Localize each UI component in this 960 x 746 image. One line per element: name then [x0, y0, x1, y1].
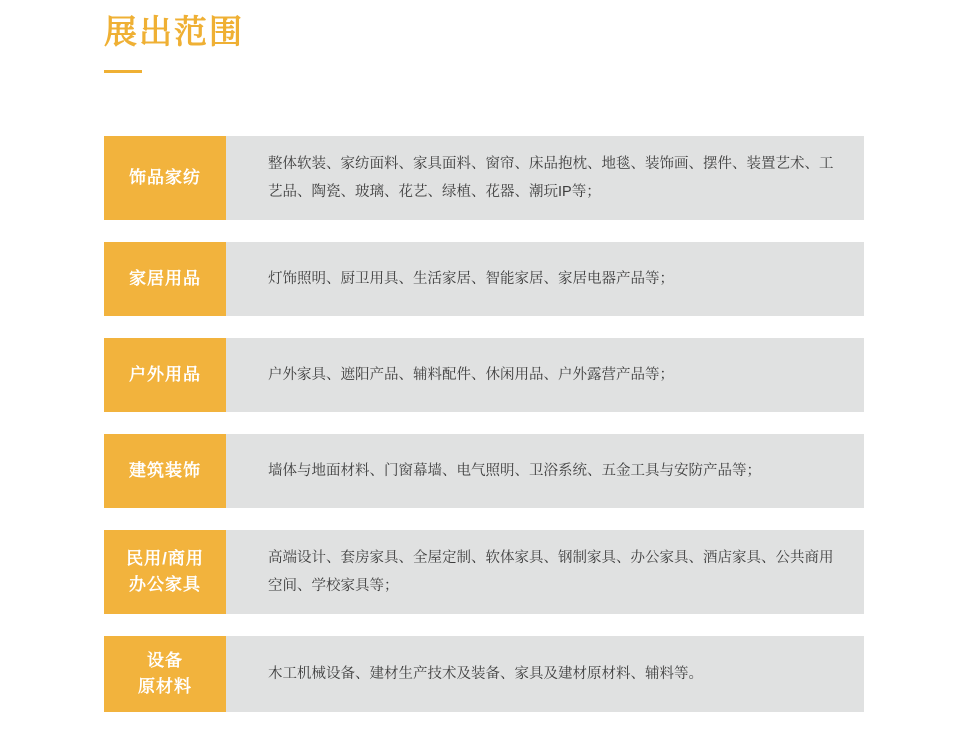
- category-label-line: 家居用品: [129, 269, 201, 288]
- category-body-outdoor-goods: [226, 338, 864, 412]
- list-item: [104, 636, 864, 712]
- category-label-architectural-decoration: [104, 434, 226, 508]
- category-label-line: 建筑装饰: [129, 461, 201, 480]
- category-body-household-goods: [226, 242, 864, 316]
- category-body-equipment-raw-materials: [226, 636, 864, 712]
- category-body-text: 墙体与地面材料、门窗幕墙、电气照明、卫浴系统、五金工具与安防产品等；: [268, 463, 761, 479]
- list-item: [104, 530, 864, 614]
- category-label-line: 民用/商用: [126, 549, 204, 568]
- page-header: [104, 10, 244, 73]
- category-label-line: 原材料: [138, 677, 192, 696]
- category-body-decoration-textile: [226, 136, 864, 220]
- category-label-line: 办公家具: [129, 575, 201, 594]
- category-label-civil-commercial-office-furniture: [104, 530, 226, 614]
- list-item: [104, 338, 864, 412]
- category-body-text: 户外家具、遮阳产品、辅料配件、休闲用品、户外露营产品等；: [268, 367, 674, 383]
- category-label-line: 设备: [147, 651, 183, 670]
- scope-category-list: [104, 136, 864, 712]
- category-body-text: 木工机械设备、建材生产技术及装备、家具及建材原材料、辅料等。: [268, 666, 703, 682]
- category-body-text: 高端设计、套房家具、全屋定制、软体家具、钢制家具、办公家具、酒店家具、公共商用空间、学校家具等；: [268, 550, 834, 594]
- category-label-decoration-textile: [104, 136, 226, 220]
- title-underline-rule: [104, 70, 142, 73]
- page-title: 展出范围: [104, 13, 244, 50]
- list-item: [104, 136, 864, 220]
- category-body-architectural-decoration: [226, 434, 864, 508]
- category-label-household-goods: [104, 242, 226, 316]
- category-label-outdoor-goods: [104, 338, 226, 412]
- category-body-text: 整体软装、家纺面料、家具面料、窗帘、床品抱枕、地毯、装饰画、摆件、装置艺术、工艺品、陶瓷、玻璃、花艺、绿植、花器、潮玩IP等；: [268, 156, 834, 200]
- category-body-civil-commercial-office-furniture: [226, 530, 864, 614]
- category-body-text: 灯饰照明、厨卫用具、生活家居、智能家居、家居电器产品等；: [268, 271, 674, 287]
- list-item: [104, 434, 864, 508]
- category-label-equipment-raw-materials: [104, 636, 226, 712]
- category-label-line: 饰品家纺: [129, 168, 201, 187]
- category-label-line: 户外用品: [129, 365, 201, 384]
- list-item: [104, 242, 864, 316]
